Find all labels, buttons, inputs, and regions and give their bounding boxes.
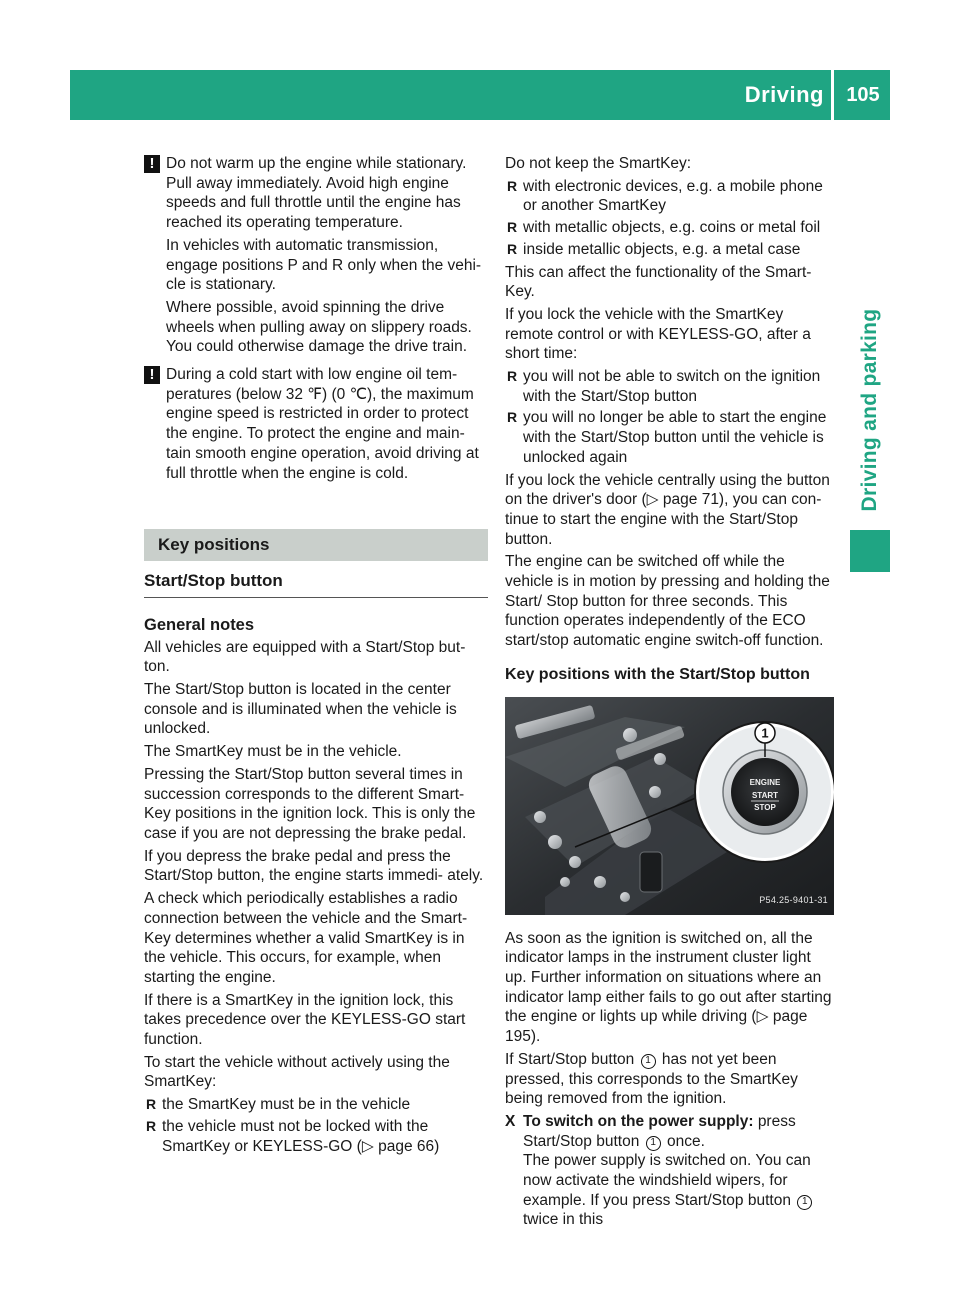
paragraph: Pressing the Start/Stop button several times in succession corresponds to the different Smart- Key positions in the ignition lock. This is only the case if you are not depressing the brake pedal.: [144, 765, 476, 842]
side-tab-block: [850, 530, 890, 572]
right-column: [505, 154, 834, 1233]
warning-1-paragraph-1: Do not warm up the engine while stationary. Pull away immediately. Avoid high engine speeds and full throttle until the engine has reached its operating temperature.: [166, 155, 467, 232]
left-column: [144, 154, 488, 1159]
bullet-marker: R: [507, 409, 518, 426]
side-tab: [850, 300, 890, 520]
warning-2-paragraph-1: During a cold start with low engine oil tem- peratures (below 32 ℉) (0 ℃), the maximum engine speed is restricted in order to protect the engine. To protect the engine and main- tain smooth engine operation, avoid driving at full throttle when the engine is cold.: [166, 366, 479, 482]
paragraph: The engine can be switched off while the vehicle is in motion by pressing and holding the Start/ Stop button for three seconds. This function operates independently of the ECO start/stop automatic engine switch-off function.: [505, 553, 830, 650]
bullet-marker: R: [507, 177, 518, 194]
page-ref-arrow-icon: ▷: [646, 491, 663, 509]
paragraph: As soon as the ignition is switched on, all the indicator lamps in the instrument cluster light up. Further information on situations where an indicator lamp either fails to go out after starting the engine or lights up while driving (▷ page 195).: [505, 929, 832, 1046]
button-label-line2: START: [751, 790, 779, 800]
bullet-list: [505, 367, 834, 468]
warning-note-2: [144, 365, 488, 483]
paragraph: To start the vehicle without actively using the SmartKey:: [144, 1053, 450, 1091]
paragraph: This can affect the functionality of the Smart- Key.: [505, 263, 812, 301]
callout-1-icon: 1: [641, 1054, 656, 1069]
paragraph: If you lock the vehicle centrally using the button on the driver's door (▷ page 71), you can con- tinue to start the engine with the Start/Stop button.: [505, 471, 830, 548]
list-item: R the vehicle must not be locked with the SmartKey or KEYLESS-GO (▷ page 66): [146, 1117, 440, 1155]
image-reference-code: P54.25-9401-31: [759, 894, 828, 905]
instruction-step: [505, 1112, 834, 1230]
page-title: Driving: [744, 82, 824, 107]
page-ref-arrow-icon: ▷: [756, 1008, 773, 1026]
callout-1-icon: 1: [797, 1195, 812, 1210]
bullet-marker: R: [146, 1117, 157, 1134]
callout-number: 1: [761, 725, 769, 741]
paragraph: All vehicles are equipped with a Start/Stop but- ton.: [144, 638, 466, 676]
page-reference-link[interactable]: page 66): [378, 1137, 440, 1155]
list-item: R inside metallic objects, e.g. a metal case: [507, 240, 801, 258]
warning-1-paragraph-2: In vehicles with automatic transmission, engage positions P and R only when the vehi- cle is stationary.: [166, 236, 482, 294]
bullet-marker: R: [507, 368, 518, 385]
warning-icon: !: [144, 155, 160, 173]
bullet-marker: R: [507, 219, 518, 236]
list-item: R with electronic devices, e.g. a mobile phone or another SmartKey: [507, 177, 823, 215]
step-result-text: The power supply is switched on. You can now activate the windshield wipers, for example. If you press Start/Stop button 1 twice in this: [523, 1152, 811, 1229]
list-item: R you will not be able to switch on the ignition with the Start/Stop button: [507, 368, 821, 405]
page-ref-arrow-icon: ▷: [361, 1137, 379, 1155]
start-stop-button-photo: [505, 697, 834, 915]
paragraph: A check which periodically establishes a radio connection between the vehicle and the Smart- Key determines whether a valid SmartKey is in the vehicle. This occurs, for example, when starting the engine.: [144, 890, 468, 986]
paragraph: Do not keep the SmartKey:: [505, 155, 692, 172]
paragraph: The Start/Stop button is located in the center console and is illuminated when the vehicle is unlocked.: [144, 681, 457, 738]
page-number: 105: [846, 84, 880, 106]
bullet-marker: R: [146, 1096, 157, 1113]
warning-1-paragraph-3: Where possible, avoid spinning the drive wheels when pulling away on slippery roads. You could otherwise damage the drive train.: [166, 298, 472, 356]
list-item: R with metallic objects, e.g. coins or metal foil: [507, 219, 821, 237]
paragraph: If you lock the vehicle with the SmartKey remote control or with KEYLESS-GO, after a short time:: [505, 305, 811, 363]
warning-icon: !: [144, 366, 160, 384]
step-text: To switch on the power supply: press Start/Stop button 1 once.: [523, 1112, 796, 1150]
bullet-list: [144, 1095, 488, 1156]
header-divider: [831, 70, 834, 120]
paragraph: If you depress the brake pedal and press the Start/Stop button, the engine starts immedi- ately.: [144, 847, 484, 885]
button-label-line3: STOP: [754, 802, 776, 812]
key-positions-heading: Key positions with the Start/Stop button: [505, 665, 810, 683]
section-heading-key-positions: Key positions: [144, 529, 488, 561]
list-item: R the SmartKey must be in the vehicle: [146, 1096, 411, 1114]
step-arrow-icon: X: [505, 1112, 516, 1130]
paragraph: If there is a SmartKey in the ignition lock, this takes precedence over the KEYLESS-GO start function.: [144, 991, 466, 1049]
button-label-line1: ENGINE: [749, 777, 781, 787]
paragraph: If Start/Stop button 1 has not yet been pressed, this corresponds to the SmartKey being removed from the ignition.: [505, 1050, 798, 1108]
console-illustration: [505, 697, 834, 915]
callout-1-icon: 1: [646, 1136, 661, 1151]
side-tab-label: Driving and parking: [858, 308, 881, 512]
warning-note-1: [144, 154, 488, 357]
page-reference-link[interactable]: page 195).: [505, 1008, 808, 1046]
bullet-marker: R: [507, 240, 518, 257]
page-reference-link[interactable]: page 71), you can con- tinue to start the engine with the Start/Stop button.: [505, 491, 822, 548]
list-item: R you will no longer be able to start the engine with the Start/Stop button until the vehicle is unlocked again: [507, 409, 827, 466]
paragraph: The SmartKey must be in the vehicle.: [144, 743, 402, 761]
bullet-list: [505, 177, 834, 260]
general-notes-heading: General notes: [144, 615, 255, 634]
subsection-heading-start-stop: Start/Stop button: [144, 571, 488, 598]
